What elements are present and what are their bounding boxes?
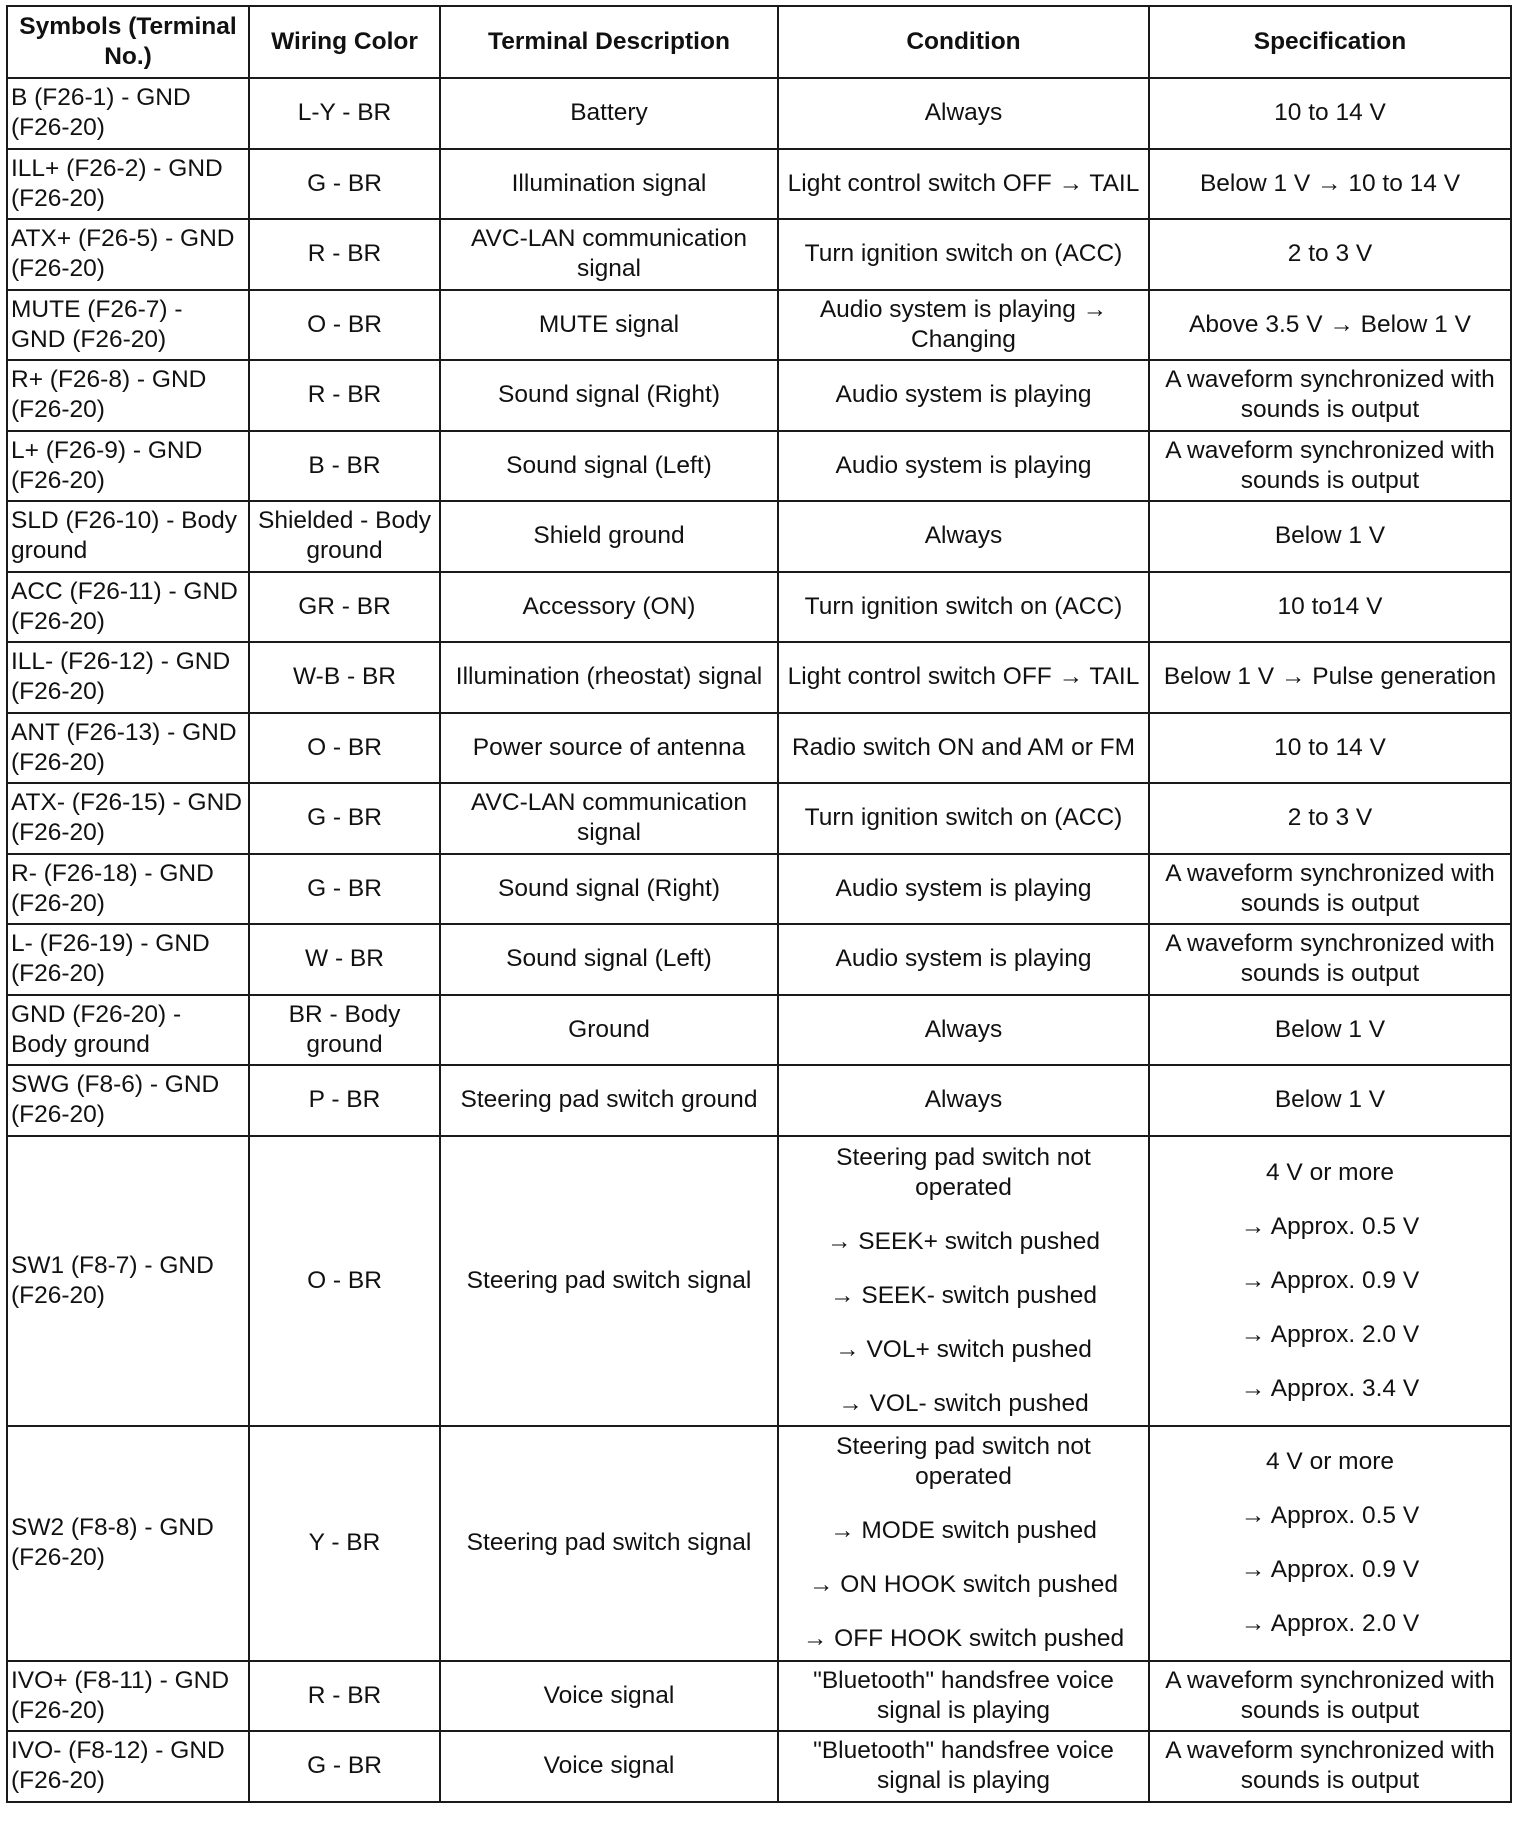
cell-specification: A waveform synchronized with sounds is output (1149, 1661, 1511, 1732)
cell-terminal-description: Steering pad switch ground (440, 1065, 778, 1136)
cell-wiring-color: P - BR (249, 1065, 440, 1136)
table-row (7, 78, 1511, 149)
cell-condition: Audio system is playing (778, 360, 1149, 431)
cell-condition: Audio system is playing → Changing (778, 290, 1149, 361)
cell-specification: A waveform synchronized with sounds is output (1149, 360, 1511, 431)
cell-terminal-description: MUTE signal (440, 290, 778, 361)
table-row (7, 783, 1511, 854)
cell-specification: Below 1 V (1149, 995, 1511, 1066)
cell-symbol: MUTE (F26-7) - GND (F26-20) (7, 290, 249, 361)
cell-condition (778, 1136, 1149, 1426)
cell-wiring-color: W-B - BR (249, 642, 440, 713)
table-row (7, 431, 1511, 502)
cell-wiring-color: Shielded - Body ground (249, 501, 440, 572)
cell-condition: Light control switch OFF → TAIL (778, 149, 1149, 220)
cell-symbol: ATX+ (F26-5) - GND (F26-20) (7, 219, 249, 290)
specification-item: → Approx. 3.4 V (1240, 1374, 1420, 1402)
cell-symbol: ANT (F26-13) - GND (F26-20) (7, 713, 249, 784)
cell-symbol: ILL+ (F26-2) - GND (F26-20) (7, 149, 249, 220)
table-row (7, 1426, 1511, 1661)
specification-item: → Approx. 2.0 V (1240, 1610, 1420, 1637)
cell-terminal-description: Steering pad switch signal (440, 1426, 778, 1661)
condition-item: → VOL+ switch pushed (835, 1335, 1092, 1363)
cell-symbol: ACC (F26-11) - GND (F26-20) (7, 572, 249, 643)
cell-specification (1149, 1426, 1511, 1661)
cell-wiring-color: BR - Body ground (249, 995, 440, 1066)
cell-wiring-color: R - BR (249, 1661, 440, 1732)
cell-terminal-description: Accessory (ON) (440, 572, 778, 643)
cell-symbol: SLD (F26-10) - Body ground (7, 501, 249, 572)
cell-terminal-description: Ground (440, 995, 778, 1066)
condition-list (785, 1143, 1142, 1419)
condition-item: Steering pad switch not operated (836, 1143, 1091, 1201)
condition-item: → SEEK- switch pushed (830, 1281, 1097, 1309)
cell-symbol: SW1 (F8-7) - GND (F26-20) (7, 1136, 249, 1426)
cell-terminal-description: Sound signal (Right) (440, 854, 778, 925)
cell-condition: Always (778, 78, 1149, 149)
cell-specification: A waveform synchronized with sounds is output (1149, 1731, 1511, 1802)
header-terminal-description: Terminal Description (440, 6, 778, 78)
cell-condition: Audio system is playing (778, 924, 1149, 995)
table-row (7, 642, 1511, 713)
cell-wiring-color: G - BR (249, 1731, 440, 1802)
condition-item: → VOL- switch pushed (838, 1389, 1089, 1417)
table-row (7, 1136, 1511, 1426)
table-header (7, 6, 1511, 78)
condition-item: → OFF HOOK switch pushed (802, 1625, 1125, 1652)
cell-condition: "Bluetooth" handsfree voice signal is playing (778, 1661, 1149, 1732)
specification-item: → Approx. 0.5 V (1240, 1212, 1420, 1240)
table-row (7, 924, 1511, 995)
table-row (7, 219, 1511, 290)
cell-symbol: L+ (F26-9) - GND (F26-20) (7, 431, 249, 502)
table-row (7, 149, 1511, 220)
cell-terminal-description: Sound signal (Right) (440, 360, 778, 431)
cell-specification: Above 3.5 V → Below 1 V (1149, 290, 1511, 361)
cell-wiring-color: B - BR (249, 431, 440, 502)
cell-wiring-color: GR - BR (249, 572, 440, 643)
specification-list (1156, 1158, 1504, 1404)
cell-wiring-color: O - BR (249, 290, 440, 361)
cell-symbol: R- (F26-18) - GND (F26-20) (7, 854, 249, 925)
cell-condition (778, 1426, 1149, 1661)
cell-wiring-color: G - BR (249, 149, 440, 220)
specification-item: → Approx. 0.9 V (1240, 1556, 1420, 1583)
cell-symbol: L- (F26-19) - GND (F26-20) (7, 924, 249, 995)
cell-terminal-description: Steering pad switch signal (440, 1136, 778, 1426)
table-row (7, 501, 1511, 572)
cell-wiring-color: O - BR (249, 1136, 440, 1426)
cell-specification: Below 1 V (1149, 1065, 1511, 1136)
cell-condition: Light control switch OFF → TAIL (778, 642, 1149, 713)
table-row (7, 713, 1511, 784)
cell-symbol: ILL- (F26-12) - GND (F26-20) (7, 642, 249, 713)
cell-terminal-description: Sound signal (Left) (440, 924, 778, 995)
cell-wiring-color: R - BR (249, 360, 440, 431)
specification-list (1156, 1447, 1504, 1639)
cell-wiring-color: G - BR (249, 854, 440, 925)
cell-condition: Turn ignition switch on (ACC) (778, 783, 1149, 854)
cell-terminal-description: Power source of antenna (440, 713, 778, 784)
cell-condition: Radio switch ON and AM or FM (778, 713, 1149, 784)
cell-terminal-description: Sound signal (Left) (440, 431, 778, 502)
specification-item: → Approx. 0.5 V (1240, 1502, 1420, 1529)
cell-condition: Turn ignition switch on (ACC) (778, 219, 1149, 290)
cell-terminal-description: Voice signal (440, 1661, 778, 1732)
terminal-spec-table (6, 5, 1512, 1803)
cell-specification: A waveform synchronized with sounds is output (1149, 854, 1511, 925)
cell-condition: Always (778, 501, 1149, 572)
cell-condition: Turn ignition switch on (ACC) (778, 572, 1149, 643)
cell-terminal-description: Illumination signal (440, 149, 778, 220)
cell-condition: Always (778, 1065, 1149, 1136)
condition-item: → ON HOOK switch pushed (808, 1571, 1119, 1598)
cell-terminal-description: Shield ground (440, 501, 778, 572)
cell-symbol: SW2 (F8-8) - GND (F26-20) (7, 1426, 249, 1661)
header-row (7, 6, 1511, 78)
cell-symbol: IVO- (F8-12) - GND (F26-20) (7, 1731, 249, 1802)
specification-item: 4 V or more (1266, 1158, 1394, 1186)
header-symbols: Symbols (Terminal No.) (7, 6, 249, 78)
table-row (7, 572, 1511, 643)
cell-specification: 10 to 14 V (1149, 78, 1511, 149)
condition-item: → MODE switch pushed (830, 1517, 1097, 1544)
cell-specification: 10 to 14 V (1149, 713, 1511, 784)
cell-symbol: SWG (F8-6) - GND (F26-20) (7, 1065, 249, 1136)
cell-wiring-color: W - BR (249, 924, 440, 995)
specification-item: → Approx. 2.0 V (1240, 1320, 1420, 1348)
condition-item: Steering pad switch not operated (836, 1433, 1091, 1490)
condition-list (785, 1432, 1142, 1654)
cell-specification: Below 1 V (1149, 501, 1511, 572)
header-wiring-color: Wiring Color (249, 6, 440, 78)
cell-wiring-color: O - BR (249, 713, 440, 784)
cell-terminal-description: AVC-LAN communication signal (440, 783, 778, 854)
table-row (7, 290, 1511, 361)
cell-specification: 10 to14 V (1149, 572, 1511, 643)
table-row (7, 360, 1511, 431)
cell-symbol: ATX- (F26-15) - GND (F26-20) (7, 783, 249, 854)
cell-specification (1149, 1136, 1511, 1426)
table-body (7, 78, 1511, 1802)
cell-wiring-color: L-Y - BR (249, 78, 440, 149)
cell-terminal-description: Voice signal (440, 1731, 778, 1802)
cell-condition: Audio system is playing (778, 431, 1149, 502)
cell-specification: 2 to 3 V (1149, 219, 1511, 290)
cell-specification: A waveform synchronized with sounds is output (1149, 431, 1511, 502)
cell-terminal-description: Illumination (rheostat) signal (440, 642, 778, 713)
cell-specification: Below 1 V → Pulse generation (1149, 642, 1511, 713)
specification-item: → Approx. 0.9 V (1240, 1266, 1420, 1294)
cell-condition: Audio system is playing (778, 854, 1149, 925)
cell-specification: 2 to 3 V (1149, 783, 1511, 854)
cell-specification: Below 1 V → 10 to 14 V (1149, 149, 1511, 220)
header-specification: Specification (1149, 6, 1511, 78)
cell-symbol: IVO+ (F8-11) - GND (F26-20) (7, 1661, 249, 1732)
cell-specification: A waveform synchronized with sounds is output (1149, 924, 1511, 995)
cell-symbol: GND (F26-20) - Body ground (7, 995, 249, 1066)
table-row (7, 1661, 1511, 1732)
condition-item: → SEEK+ switch pushed (826, 1227, 1101, 1255)
specification-item: 4 V or more (1266, 1448, 1394, 1475)
table-row (7, 854, 1511, 925)
table-row (7, 995, 1511, 1066)
cell-wiring-color: Y - BR (249, 1426, 440, 1661)
cell-terminal-description: Battery (440, 78, 778, 149)
cell-condition: "Bluetooth" handsfree voice signal is playing (778, 1731, 1149, 1802)
cell-terminal-description: AVC-LAN communication signal (440, 219, 778, 290)
cell-wiring-color: R - BR (249, 219, 440, 290)
cell-symbol: B (F26-1) - GND (F26-20) (7, 78, 249, 149)
cell-symbol: R+ (F26-8) - GND (F26-20) (7, 360, 249, 431)
cell-wiring-color: G - BR (249, 783, 440, 854)
table-row (7, 1731, 1511, 1802)
cell-condition: Always (778, 995, 1149, 1066)
table-row (7, 1065, 1511, 1136)
header-condition: Condition (778, 6, 1149, 78)
